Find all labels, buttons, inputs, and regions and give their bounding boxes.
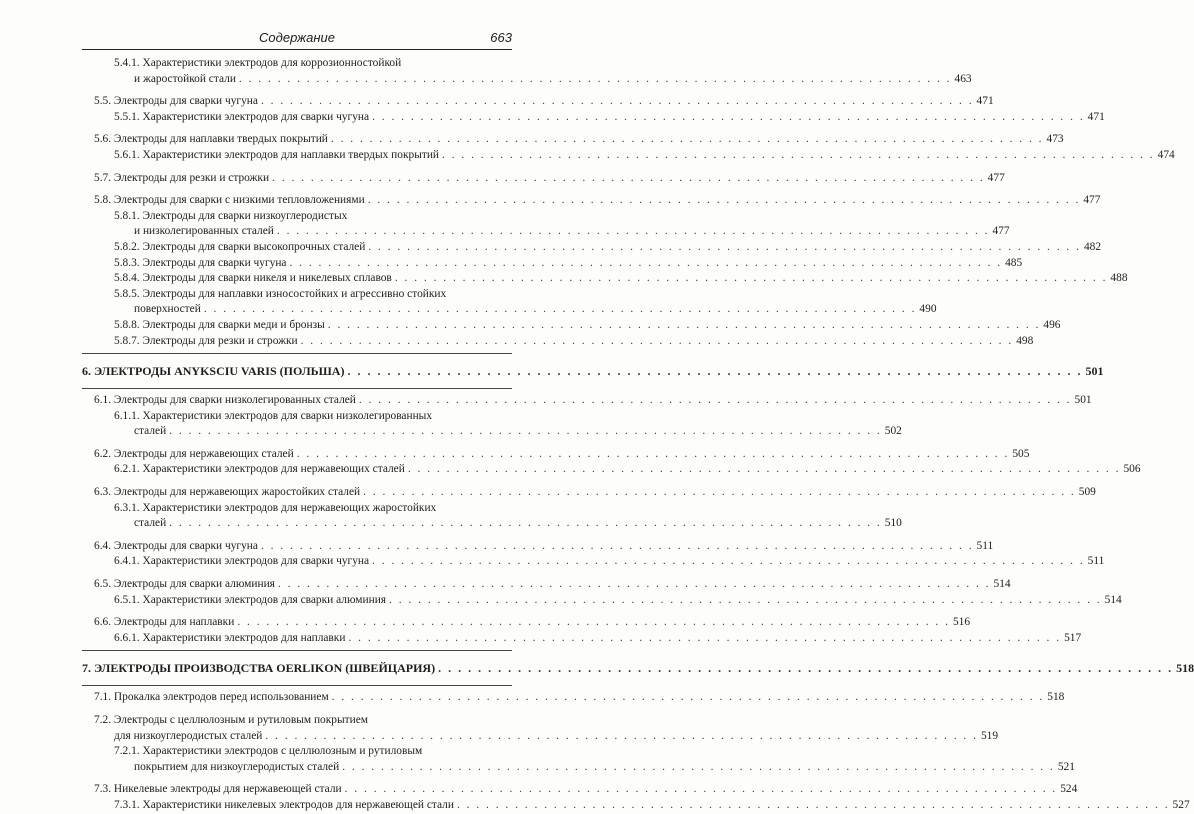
dot-leader: . . . . . . . . . . . . . . . . . . . . . . . . . . . . . . . . . . . . . . . . . . . . . . . . . . . . . . . . . . . . . . . . . . . . . . . . . . [372,555,1085,568]
toc-entry[interactable] [82,209,1010,240]
toc-entry-title: 7.2.1. Характеристики электродов с целлюлозным и рутиловым [114,745,423,758]
dot-leader: . . . . . . . . . . . . . . . . . . . . . . . . . . . . . . . . . . . . . . . . . . . . . . . . . . . . . . . . . . . . . . . . . . . . . . . . . . [260,539,974,552]
toc-page-number: 519 [980,729,999,742]
toc-entry[interactable] [82,94,994,110]
section-divider [82,388,512,389]
toc-entry-title: 5.8.3. Электроды для сварки чугуна [114,256,287,269]
toc-entry-title: 6.3.1. Характеристики электродов для нержавеющих жаростойких [114,501,437,514]
toc-entry[interactable] [82,271,1128,287]
toc-page-number: 477 [1083,194,1101,207]
toc-entry-title: 6.2. Электроды для нержавеющих сталей [94,447,294,460]
toc-entry-title: и низколегированных сталей [134,225,274,238]
toc-chapter[interactable] [82,358,1104,384]
dot-leader: . . . . . . . . . . . . . . . . . . . . . . . . . . . . . . . . . . . . . . . . . . . . . . . . . . . . . . . . . . . . . . . . . . . . . . . . . . [372,110,1085,123]
dot-leader: . . . . . . . . . . . . . . . . . . . . . . . . . . . . . . . . . . . . . . . . . . . . . . . . . . . . . . . . . . . . . . . . . . . . . . . . . . [407,463,1121,476]
dot-leader: . . . . . . . . . . . . . . . . . . . . . . . . . . . . . . . . . . . . . . . . . . . . . . . . . . . . . . . . . . . . . . . . . . . . . . . . . . [276,225,990,238]
toc-page-number: 477 [987,171,1005,184]
toc-entry-title: 6.6.1. Характеристики электродов для наплавки [114,631,346,644]
dot-leader: . . . . . . . . . . . . . . . . . . . . . . . . . . . . . . . . . . . . . . . . . . . . . . . . . . . . . . . . . . . . . . . . . . . . . . . . . . [342,760,1055,773]
toc-page-number: 505 [1012,447,1030,460]
dot-leader: . . . . . . . . . . . . . . . . . . . . . . . . . . . . . . . . . . . . . . . . . . . . . . . . . . . . . . . . . . . . . . . . . . . . . . . . . . [442,148,1155,161]
header-page-number: 663 [490,30,512,45]
toc-entry-title: 6. ЭЛЕКТРОДЫ ANYKSCIU VARIS (ПОЛЬША) [82,364,345,379]
header-title: Содержание [259,30,335,45]
toc-entry-title: 5.8.8. Электроды для сварки меди и бронзы [114,318,325,331]
toc-entry-title: 6.2.1. Характеристики электродов для нержавеющих сталей [114,463,405,476]
toc-entry-title: 6.5.1. Характеристики электродов для сварки алюминия [114,593,387,606]
toc-entry-title: 5.5. Электроды для сварки чугуна [94,95,258,108]
toc-entry-title: 5.5.1. Характеристики электродов для сварки чугуна [114,110,370,123]
section-divider [82,353,512,354]
toc-page-number: 518 [1047,691,1065,704]
dot-leader: . . . . . . . . . . . . . . . . . . . . . . . . . . . . . . . . . . . . . . . . . . . . . . . . . . . . . . . . . . . . . . . . . . . . . . . . . . [367,194,1081,207]
toc-page-number: 510 [884,517,902,530]
dot-leader: . . . . . . . . . . . . . . . . . . . . . . . . . . . . . . . . . . . . . . . . . . . . . . . . . . . . . . . . . . . . . . . . . . . . . . . . . . [363,486,1076,499]
toc-entry-title: 5.8.4. Электроды для сварки никеля и никелевых сплавов [114,272,392,285]
spacer [82,478,512,485]
toc-entry-title: 5.8.5. Электроды для наплавки износостойких и агрессивно стойких [114,287,447,300]
toc-entry[interactable] [82,110,1105,126]
table-of-contents [82,56,1194,814]
dot-leader: . . . . . . . . . . . . . . . . . . . . . . . . . . . . . . . . . . . . . . . . . . . . . . . . . . . . . . . . . . . . . . . . . . . . . . . . . . [438,661,1174,676]
toc-page-number: 471 [976,95,994,108]
toc-page-number: 518 [1176,661,1194,676]
toc-page-number: 509 [1078,486,1096,499]
toc-page-number: 490 [919,303,937,316]
toc-page-number: 514 [1104,593,1122,606]
toc-entry-title: 5.8.1. Электроды для сварки низкоуглеродистых [114,209,348,222]
dot-leader: . . . . . . . . . . . . . . . . . . . . . . . . . . . . . . . . . . . . . . . . . . . . . . . . . . . . . . . . . . . . . . . . . . . . . . . . . . [389,593,1102,606]
dot-leader: . . . . . . . . . . . . . . . . . . . . . . . . . . . . . . . . . . . . . . . . . . . . . . . . . . . . . . . . . . . . . . . . . . . . . . . . . . [456,798,1170,811]
spacer [82,608,512,615]
dot-leader: . . . . . . . . . . . . . . . . . . . . . . . . . . . . . . . . . . . . . . . . . . . . . . . . . . . . . . . . . . . . . . . . . . . . . . . . . . [348,631,1062,644]
toc-entry-title: 5.8. Электроды для сварки с низкими тепловложениями [94,194,365,207]
dot-leader: . . . . . . . . . . . . . . . . . . . . . . . . . . . . . . . . . . . . . . . . . . . . . . . . . . . . . . . . . . . . . . . . . . . . . . . . . . [169,517,882,530]
toc-entry-title: для низкоуглеродистых сталей [114,729,263,742]
dot-leader: . . . . . . . . . . . . . . . . . . . . . . . . . . . . . . . . . . . . . . . . . . . . . . . . . . . . . . . . . . . . . . . . . . . . . . . . . . [289,256,1003,269]
toc-entry-title: поверхностей [134,303,201,316]
toc-page-number: 463 [954,72,972,85]
toc-entry[interactable] [82,744,1075,775]
toc-entry-title: 7.3.1. Характеристики никелевых электродов для нержавеющей стали [114,798,454,811]
toc-page-number: 506 [1123,463,1141,476]
toc-entry-title: 7.2. Электроды с целлюлозным и рутиловым покрытием [94,714,368,726]
dot-leader: . . . . . . . . . . . . . . . . . . . . . . . . . . . . . . . . . . . . . . . . . . . . . . . . . . . . . . . . . . . . . . . . . . . . . . . . . . [277,578,991,591]
dot-leader: . . . . . . . . . . . . . . . . . . . . . . . . . . . . . . . . . . . . . . . . . . . . . . . . . . . . . . . . . . . . . . . . . . . . . . . . . . [296,447,1010,460]
toc-entry-title: 6.1.1. Характеристики электродов для сварки низколегированных [114,409,433,422]
toc-entry-title: 6.6. Электроды для наплавки [94,616,235,629]
toc-page-number: 474 [1157,148,1175,161]
toc-entry-title: 6.4.1. Характеристики электродов для сварки чугуна [114,555,370,568]
toc-page-number: 502 [884,425,902,438]
toc-page-number: 511 [1087,555,1105,568]
dot-leader: . . . . . . . . . . . . . . . . . . . . . . . . . . . . . . . . . . . . . . . . . . . . . . . . . . . . . . . . . . . . . . . . . . . . . . . . . . [169,425,882,438]
section-divider [82,685,512,686]
toc-page-number: 471 [1087,110,1105,123]
toc-entry-title: и жаростойкой стали [134,72,236,85]
dot-leader: . . . . . . . . . . . . . . . . . . . . . . . . . . . . . . . . . . . . . . . . . . . . . . . . . . . . . . . . . . . . . . . . . . . . . . . . . . [272,171,985,184]
toc-page-number: 473 [1046,133,1064,146]
toc-entry-title: 6.4. Электроды для сварки чугуна [94,539,258,552]
running-header [82,27,512,50]
toc-page-number: 521 [1057,760,1075,773]
spacer [82,706,512,713]
dot-leader: . . . . . . . . . . . . . . . . . . . . . . . . . . . . . . . . . . . . . . . . . . . . . . . . . . . . . . . . . . . . . . . . . . . . . . . . . . [330,133,1044,146]
toc-entry[interactable] [82,782,1078,798]
toc-entry[interactable] [82,593,1122,609]
toc-page-number: 488 [1110,272,1128,285]
toc-page-number: 485 [1005,256,1023,269]
dot-leader: . . . . . . . . . . . . . . . . . . . . . . . . . . . . . . . . . . . . . . . . . . . . . . . . . . . . . . . . . . . . . . . . . . . . . . . . . . [347,364,1083,379]
toc-entry-title: 6.3. Электроды для нержавеющих жаростойких сталей [94,486,361,499]
dot-leader: . . . . . . . . . . . . . . . . . . . . . . . . . . . . . . . . . . . . . . . . . . . . . . . . . . . . . . . . . . . . . . . . . . . . . . . . . . [265,729,978,742]
toc-entry-title: сталей [134,425,167,438]
dot-leader: . . . . . . . . . . . . . . . . . . . . . . . . . . . . . . . . . . . . . . . . . . . . . . . . . . . . . . . . . . . . . . . . . . . . . . . . . . [238,72,952,85]
toc-entry-title: 5.6.1. Характеристики электродов для наплавки твердых покрытий [114,148,440,161]
toc-entry-title: 7. ЭЛЕКТРОДЫ ПРОИЗВОДСТВА OERLIKON (ШВЕЙЦАРИЯ) [82,661,436,676]
dot-leader: . . . . . . . . . . . . . . . . . . . . . . . . . . . . . . . . . . . . . . . . . . . . . . . . . . . . . . . . . . . . . . . . . . . . . . . . . . [344,783,1058,796]
toc-page-number: 482 [1083,240,1102,253]
spacer [82,164,512,171]
dot-leader: . . . . . . . . . . . . . . . . . . . . . . . . . . . . . . . . . . . . . . . . . . . . . . . . . . . . . . . . . . . . . . . . . . . . . . . . . . [368,240,1081,253]
toc-entry-title: покрытием для низкоуглеродистых сталей [134,760,340,773]
toc-entry-title: 5.8.2. Электроды для сварки высокопрочных сталей [114,240,366,253]
toc-page-number: 527 [1172,798,1190,811]
dot-leader: . . . . . . . . . . . . . . . . . . . . . . . . . . . . . . . . . . . . . . . . . . . . . . . . . . . . . . . . . . . . . . . . . . . . . . . . . . [394,272,1108,285]
toc-page-number: 517 [1064,631,1082,644]
toc-chapter[interactable] [82,655,1194,681]
dot-leader: . . . . . . . . . . . . . . . . . . . . . . . . . . . . . . . . . . . . . . . . . . . . . . . . . . . . . . . . . . . . . . . . . . . . . . . . . . [327,318,1041,331]
spacer [82,440,512,447]
toc-entry[interactable] [82,690,1065,706]
spacer [82,186,512,193]
toc-entry[interactable] [82,409,902,440]
toc-entry[interactable] [82,334,1034,350]
toc-entry[interactable] [82,485,1096,501]
toc-entry[interactable] [82,132,1064,148]
toc-entry-title: 5.8.7. Электроды для резки и строжки [114,334,298,347]
toc-entry[interactable] [82,393,1092,409]
spacer [82,87,512,94]
toc-page-number: 511 [976,539,994,552]
toc-entry-title: 7.1. Прокалка электродов перед использованием [94,691,329,704]
spacer [82,775,512,782]
toc-entry[interactable] [82,798,1190,814]
toc-entry[interactable] [82,56,972,87]
toc-page-number: 514 [993,578,1011,591]
toc-entry-title: 5.7. Электроды для резки и строжки [94,171,270,184]
toc-entry[interactable] [82,148,1175,164]
toc-entry[interactable] [82,287,937,318]
toc-page-number: 501 [1085,364,1104,379]
toc-page-number: 496 [1043,318,1061,331]
toc-page-number: 524 [1060,783,1078,796]
toc-page-number: 477 [992,225,1010,238]
toc-entry-title: 6.1. Электроды для сварки низколегированных сталей [94,394,356,407]
toc-page-number: 501 [1074,394,1092,407]
toc-entry[interactable] [82,462,1141,478]
toc-entry-title: 5.4.1. Характеристики электродов для коррозионностойкой [114,57,402,69]
dot-leader: . . . . . . . . . . . . . . . . . . . . . . . . . . . . . . . . . . . . . . . . . . . . . . . . . . . . . . . . . . . . . . . . . . . . . . . . . . [331,691,1045,704]
section-divider [82,650,512,651]
toc-page-number: 516 [952,616,971,629]
toc-entry[interactable] [82,554,1105,570]
toc-entry-title: сталей [134,517,167,530]
dot-leader: . . . . . . . . . . . . . . . . . . . . . . . . . . . . . . . . . . . . . . . . . . . . . . . . . . . . . . . . . . . . . . . . . . . . . . . . . . [203,303,917,316]
toc-entry-title: 6.5. Электроды для сварки алюминия [94,578,275,591]
dot-leader: . . . . . . . . . . . . . . . . . . . . . . . . . . . . . . . . . . . . . . . . . . . . . . . . . . . . . . . . . . . . . . . . . . . . . . . . . . [237,616,950,629]
toc-entry[interactable] [82,501,902,532]
toc-entry-title: 7.3. Никелевые электроды для нержавеющей стали [94,783,342,796]
dot-leader: . . . . . . . . . . . . . . . . . . . . . . . . . . . . . . . . . . . . . . . . . . . . . . . . . . . . . . . . . . . . . . . . . . . . . . . . . . [358,394,1072,407]
spacer [82,125,512,132]
toc-entry[interactable] [82,256,1023,272]
toc-entry[interactable] [82,171,1005,187]
toc-entry[interactable] [82,631,1082,647]
toc-entry[interactable] [82,447,1030,463]
toc-entry[interactable] [82,539,994,555]
toc-entry[interactable] [82,193,1101,209]
dot-leader: . . . . . . . . . . . . . . . . . . . . . . . . . . . . . . . . . . . . . . . . . . . . . . . . . . . . . . . . . . . . . . . . . . . . . . . . . . [300,334,1014,347]
toc-entry[interactable] [82,615,971,631]
toc-entry[interactable] [82,713,999,744]
toc-page-number: 498 [1016,334,1034,347]
dot-leader: . . . . . . . . . . . . . . . . . . . . . . . . . . . . . . . . . . . . . . . . . . . . . . . . . . . . . . . . . . . . . . . . . . . . . . . . . . [260,95,974,108]
toc-entry[interactable] [82,577,1011,593]
spacer [82,532,512,539]
toc-entry-title: 5.6. Электроды для наплавки твердых покрытий [94,133,328,146]
toc-entry[interactable] [82,240,1102,256]
spacer [82,570,512,577]
toc-entry[interactable] [82,318,1061,334]
